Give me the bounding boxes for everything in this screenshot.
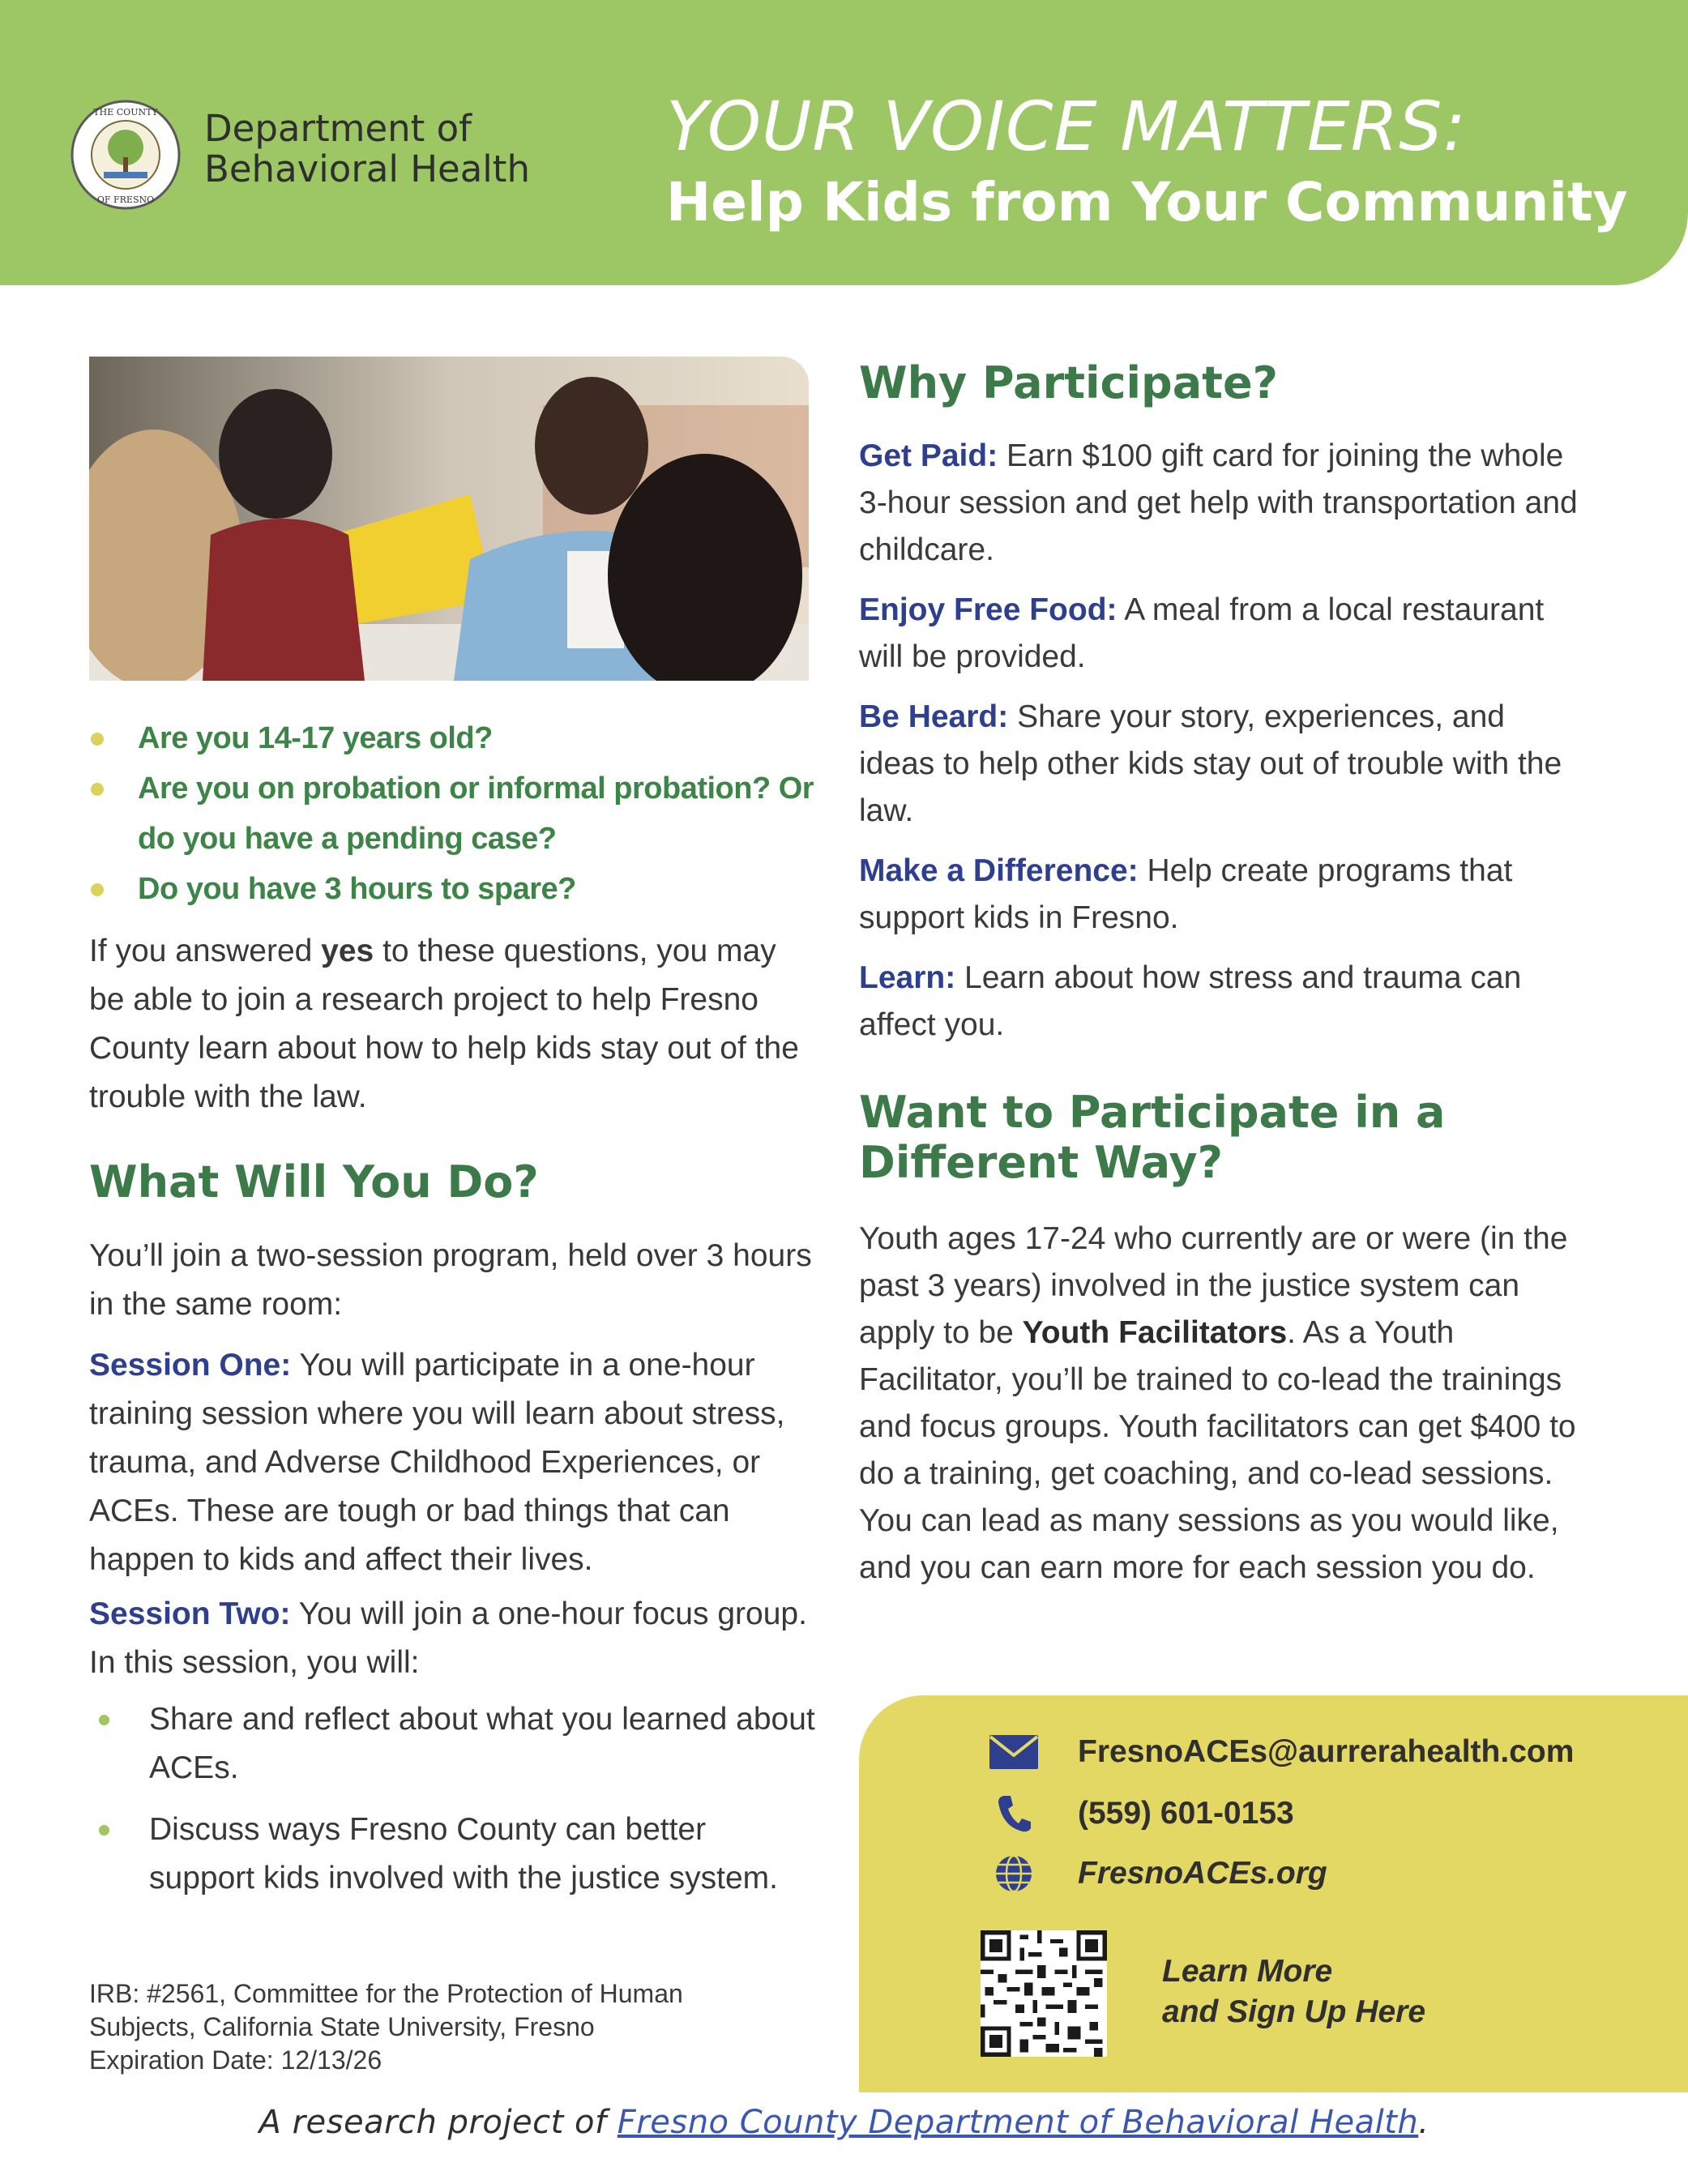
session-two-list <box>89 1695 818 1916</box>
youth-group-photo <box>89 357 809 681</box>
learn-more-text[interactable]: Learn More and Sign Up Here <box>1162 1954 1426 2029</box>
irb-notice: IRB: #2561, Committee for the Protection of Human Subjects, California State University, Fresno Expiration Date: 12/13/26 <box>89 1979 683 2075</box>
list-item: Do you have 3 hours to spare? <box>89 864 818 914</box>
why-item: Be Heard: Share your story, experiences, and ideas to help other kids stay out of trouble with the law. <box>859 699 1562 828</box>
why-list <box>859 433 1588 1062</box>
svg-text:THE COUNTY: THE COUNTY <box>93 107 158 118</box>
why-item: Enjoy Free Food: A meal from a local restaurant will be provided. <box>859 592 1545 674</box>
website-link[interactable]: FresnoACEs.org <box>1078 1856 1327 1891</box>
phone-icon <box>989 1793 1039 1835</box>
phone-number[interactable]: (559) 601-0153 <box>1078 1796 1294 1831</box>
session-one: Session One: You will participate in a one-hour training session where you will learn about stress, trauma, and Adverse Childhood Experiences, or ACEs. These are tough or bad things that can happen to kids and affect their lives. <box>89 1348 785 1577</box>
county-seal-icon <box>70 99 182 211</box>
contact-box <box>859 1695 1688 2092</box>
envelope-icon <box>989 1731 1039 1773</box>
headline: YOUR VOICE MATTERS: <box>666 87 1467 166</box>
why-item: Get Paid: Earn $100 gift card for joining the whole 3-hour session and get help with transportation and childcare. <box>859 438 1578 567</box>
eligibility-questions <box>89 713 818 914</box>
why-heading: Why Participate? <box>859 357 1278 408</box>
list-item: Are you 14-17 years old? <box>89 713 818 763</box>
list-item: Are you on probation or informal probation? Or do you have a pending case? <box>89 763 818 864</box>
session-two: Session Two: You will join a one-hour focus group. In this session, you will: <box>89 1596 807 1680</box>
header-banner <box>0 0 1688 285</box>
svg-text:OF FRESNO: OF FRESNO <box>96 194 155 205</box>
contact-email-row[interactable] <box>989 1731 1574 1773</box>
list-item: Discuss ways Fresno County can better support kids involved with the justice system. <box>89 1806 818 1903</box>
contact-web-row[interactable] <box>989 1853 1327 1895</box>
why-item: Make a Difference: Help create programs that support kids in Fresno. <box>859 853 1513 935</box>
what-text: You’ll join a two-session program, held over 3 hours in the same room: <box>89 1238 812 1322</box>
footer-credit: A research project of Fresno County Department of Behavioral Health. <box>259 2104 1429 2141</box>
intro-paragraph: If you answered yes to these questions, you may be able to join a research project to help Fresno County learn about how to help kids stay out of the trouble with the law. <box>89 934 799 1114</box>
subheadline: Help Kids from Your Community <box>666 171 1628 233</box>
list-item: Share and reflect about what you learned about ACEs. <box>89 1695 818 1793</box>
contact-phone-row[interactable] <box>989 1793 1294 1835</box>
different-way-text: Youth ages 17-24 who currently are or were (in the past 3 years) involved in the justice system can apply to be Youth Facilitators. As a Youth Facilitator, you’ll be trained to co-lead the trainings and focus groups. Youth facilitators can get $400 to do a training, get coaching, and co-lead sessions. You can lead as many sessions as you would like, and you can earn more for each session you do. <box>859 1221 1576 1585</box>
globe-icon <box>989 1853 1039 1895</box>
email-link[interactable]: FresnoACEs@aurrerahealth.com <box>1078 1734 1575 1769</box>
qr-code-icon[interactable] <box>981 1930 1107 2057</box>
department-name: Department of Behavioral Health <box>204 107 530 190</box>
what-heading: What Will You Do? <box>89 1156 539 1207</box>
department-link[interactable]: Fresno County Department of Behavioral Health <box>617 2104 1419 2141</box>
different-way-heading: Want to Participate in a Different Way? <box>859 1087 1446 1188</box>
why-item: Learn: Learn about how stress and trauma can affect you. <box>859 960 1522 1042</box>
